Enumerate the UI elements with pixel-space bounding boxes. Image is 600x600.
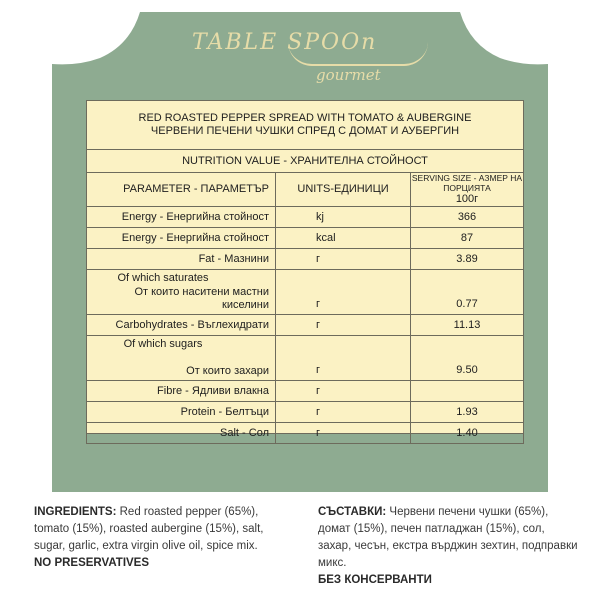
nutrition-table bbox=[86, 100, 524, 444]
value-cell: 11.13 bbox=[411, 315, 524, 336]
section-title-row bbox=[87, 150, 524, 173]
value-text: 0.77 bbox=[456, 298, 478, 310]
ingredients-en-label: INGREDIENTS: bbox=[34, 506, 117, 518]
table-row bbox=[87, 381, 524, 402]
param-cell: Fibre - Ядливи влакна bbox=[87, 381, 276, 402]
unit-cell: г bbox=[276, 315, 411, 336]
no-preservatives-bg: БЕЗ КОНСЕРВАНТИ bbox=[318, 574, 432, 586]
param-cell: Fat - Мазнини bbox=[87, 249, 276, 270]
param-cell: Salt - Сол bbox=[87, 423, 276, 444]
table-header-row bbox=[87, 173, 524, 207]
logo-main-text: TABLE SPOOn bbox=[192, 30, 378, 55]
logo-sub-text: gourmet bbox=[316, 66, 381, 84]
section-title: NUTRITION VALUE - ХРАНИТЕЛНА СТОЙНОСТ bbox=[87, 150, 524, 173]
value-cell: 1.40 bbox=[411, 423, 524, 444]
header-serving bbox=[411, 173, 524, 207]
param-line-2: От които наситени мастни киселини bbox=[134, 286, 269, 311]
unit-cell: kj bbox=[276, 207, 411, 228]
value-cell: 3.89 bbox=[411, 249, 524, 270]
product-title-en: RED ROASTED PEPPER SPREAD WITH TOMATO & AUBERGINE bbox=[138, 112, 472, 124]
param-cell: Energy - Енергийна стойност bbox=[87, 207, 276, 228]
param-cell bbox=[87, 336, 276, 381]
product-title-cell bbox=[87, 101, 524, 150]
ingredients-bg-text: Червени печени чушки (65%), домат (15%), печен патладжан (15%), сол, захар, чесън, екстра върджин зехтин, подправки микс. bbox=[318, 506, 578, 569]
no-preservatives-en: NO PRESERVATIVES bbox=[34, 557, 150, 569]
value-cell: 1.93 bbox=[411, 402, 524, 423]
serving-size-value: 100г bbox=[455, 193, 479, 205]
serving-size-label: SERVING SIZE - АЗМЕР НА ПОРЦИЯТА bbox=[411, 173, 523, 193]
value-cell: 366 bbox=[411, 207, 524, 228]
table-row bbox=[87, 249, 524, 270]
ingredients-bg bbox=[318, 504, 580, 589]
value-text: 9.50 bbox=[456, 364, 478, 376]
param-cell bbox=[87, 270, 276, 315]
param-line-1: Of which sugars bbox=[123, 338, 203, 350]
table-row bbox=[87, 228, 524, 249]
unit-cell bbox=[276, 270, 411, 315]
unit-cell bbox=[276, 336, 411, 381]
unit-cell: г bbox=[276, 381, 411, 402]
unit-cell: г bbox=[276, 402, 411, 423]
unit-text: г bbox=[316, 364, 321, 376]
header-units: UNITS-ЕДИНИЦИ bbox=[276, 173, 411, 207]
param-line-1: Of which saturates bbox=[117, 272, 209, 284]
unit-text: г bbox=[316, 298, 321, 310]
unit-cell: г bbox=[276, 249, 411, 270]
param-line-2: От които захари bbox=[186, 365, 269, 377]
product-title-row bbox=[87, 101, 524, 150]
table-row bbox=[87, 402, 524, 423]
logo bbox=[190, 26, 410, 96]
param-cell: Carbohydrates - Въглехидрати bbox=[87, 315, 276, 336]
value-cell bbox=[411, 381, 524, 402]
header-parameter: PARAMETER - ПАРАМЕТЪР bbox=[87, 173, 276, 207]
table-row bbox=[87, 315, 524, 336]
table-row bbox=[87, 270, 524, 315]
value-cell: 87 bbox=[411, 228, 524, 249]
param-cell: Protein - Белтъци bbox=[87, 402, 276, 423]
table-row bbox=[87, 423, 524, 444]
table-row bbox=[87, 336, 524, 381]
ingredients-en bbox=[34, 504, 296, 572]
ingredients-bg-label: СЪСТАВКИ: bbox=[318, 506, 387, 518]
value-cell bbox=[411, 336, 524, 381]
product-title-bg: ЧЕРВЕНИ ПЕЧЕНИ ЧУШКИ СПРЕД С ДОМАТ И АУБЕРГИН bbox=[150, 125, 460, 137]
ingredients-en-text: Red roasted pepper (65%), tomato (15%), roasted aubergine (15%), salt, sugar, garlic, extra virgin olive oil, spice mix. bbox=[34, 506, 264, 552]
param-cell: Energy - Енергийна стойност bbox=[87, 228, 276, 249]
unit-cell: kcal bbox=[276, 228, 411, 249]
table-row bbox=[87, 207, 524, 228]
value-cell bbox=[411, 270, 524, 315]
unit-cell: г bbox=[276, 423, 411, 444]
